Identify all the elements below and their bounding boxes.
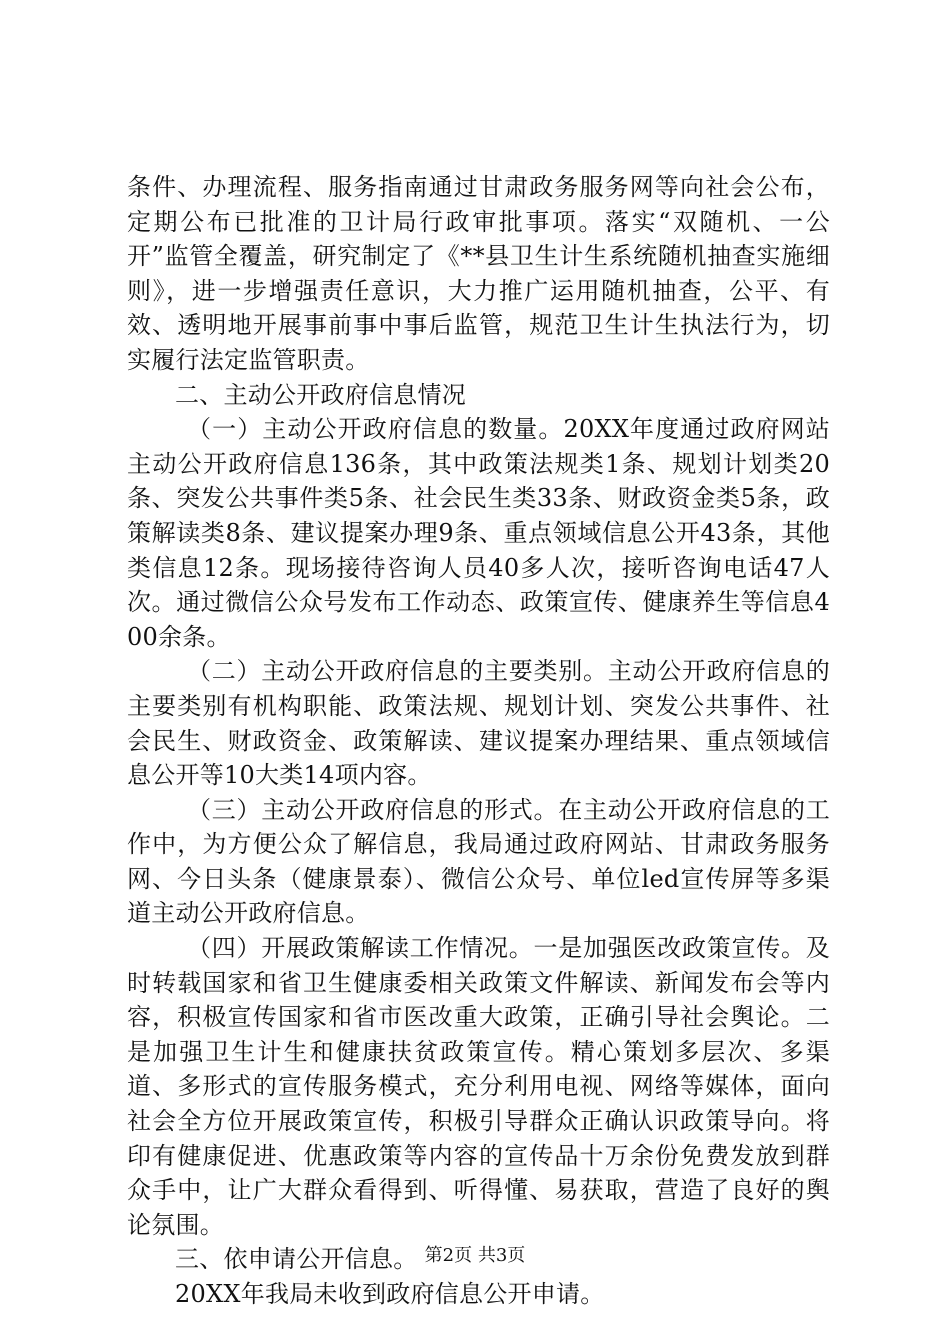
paragraph-application-disclosure: 20XX年我局未收到政府信息公开申请。 [175, 1280, 605, 1308]
section-heading-proactive-disclosure: 二、主动公开政府信息情况 [175, 380, 466, 409]
paragraph-disclosure-categories: （二）主动公开政府信息的主要类别。主动公开政府信息的主要类别有机构职能、政策法规、规划计划、突发公共事件、社会民生、财政资金、政策解读、建议提案办理结果、重点领域信息公开等10大类14项内容。 [127, 657, 830, 790]
page-number-footer: 第2页 共3页 [424, 1245, 526, 1266]
paragraph-policy-interpretation: （四）开展政策解读工作情况。一是加强医改政策宣传。及时转载国家和省卫生健康委相关政策文件解读、新闻发布会等内容，积极宣传国家和省市医改重大政策，正确引导社会舆论。二是加强卫生计生和健康扶贫政策宣传。精心策划多层次、多渠道、多形式的宣传服务模式，充分利用电视、网络等媒体，面向社会全方位开展政策宣传，积极引导群众正确认识政策导向。将印有健康促进、优惠政策等内容的宣传品十万余份免费发放到群众手中，让广大群众看得到、听得懂、易获取，营造了良好的舆论氛围。 [127, 934, 830, 1239]
paragraph-disclosure-forms: （三）主动公开政府信息的形式。在主动公开政府信息的工作中，为方便公众了解信息，我局通过政府网站、甘肃政务服务网、今日头条（健康景泰）、微信公众号、单位led宣传屏等多渠道主动公开政府信息。 [127, 795, 830, 928]
document-body [127, 170, 830, 1312]
paragraph-continuation: 条件、办理流程、服务指南通过甘肃政务服务网等向社会公布，定期公布已批准的卫计局行政审批事项。落实“双随机、一公开”监管全覆盖，研究制定了《**县卫生计生系统随机抽查实施细则》，进一步增强责任意识，大力推广运用随机抽查，公平、有效、透明地开展事前事中事后监管，规范卫生计生执法行为，切实履行法定监管职责。 [127, 173, 830, 374]
paragraph-disclosure-quantity: （一）主动公开政府信息的数量。20XX年度通过政府网站主动公开政府信息136条，其中政策法规类1条、规划计划类20条、突发公共事件类5条、社会民生类33条、财政资金类5条，政策解读类8条、建议提案办理9条、重点领域信息公开43条，其他类信息12条。现场接待咨询人员40多人次，接听咨询电话47人次。通过微信公众号发布工作动态、政策宣传、健康养生等信息400余条。 [127, 415, 830, 651]
section-heading-application-disclosure: 三、依申请公开信息。 [175, 1245, 418, 1274]
